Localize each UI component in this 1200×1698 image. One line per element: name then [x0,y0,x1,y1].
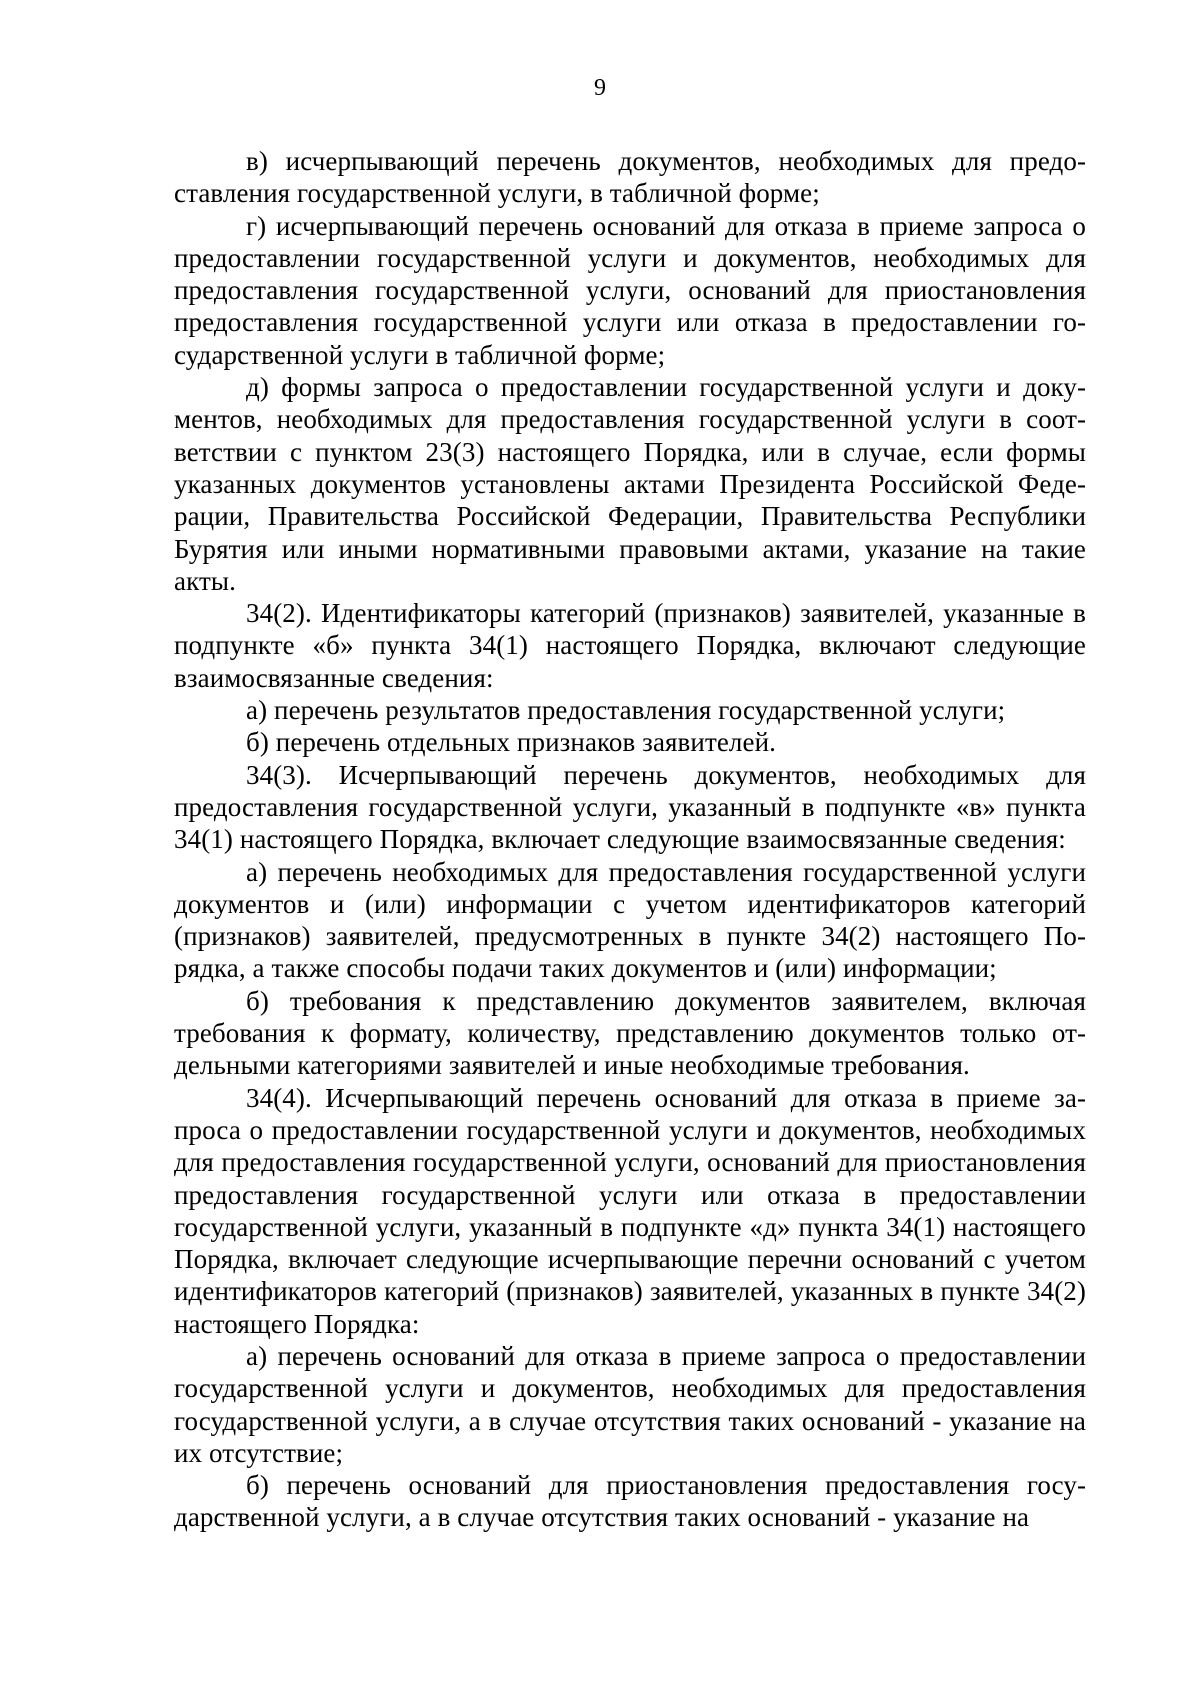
paragraph-34-2-a: а) перечень результатов предоставления государственной услуги; [246,695,1006,726]
paragraph-34-3-b: б) требования к представлению документов заявителем, включая требования к формату, количеству, представлению документов только отдельными категориями заявителей и иные необходимые требования. [174,985,1086,1081]
paragraph-34-2-b: б) перечень отдельных признаков заявителей. [246,727,776,758]
paragraph-34-4-grounds: 34(4). Исчерпывающий перечень оснований для отказа в приеме запроса о предоставлении государственной услуги и документов, необходимых для предоставления государственной услуги, оснований для приостановления предоставления государственной услуги или отказа в предоставлении государственной услуги, указанный в подпункте «д» пункта 34(1) настоящего Порядка, включает следующие исчерпывающие перечни оснований с учетом идентификаторов категорий (признаков) заявителей, указанных в пункте 34(2) настоящего Порядка: [174,1082,1086,1339]
page-number: 9 [594,75,606,101]
paragraph-34-3-a: а) перечень необходимых для предоставления государственной услуги документов и (или) информации с учетом идентификаторов категорий (признаков) заявителей, предусмотренных в пункте 34(2) настоящего Порядка, а также способы подачи таких документов и (или) информации; [174,856,1086,984]
document-body [174,145,1086,1534]
paragraph-34-2-identifiers: 34(2). Идентификаторы категорий (признаков) заявителей, указанные в подпункте «б» пункта 34(1) настоящего Порядка, включают следующие взаимосвязанные сведения: [174,598,1086,693]
paragraph-34-3-documents: 34(3). Исчерпывающий перечень документов, необходимых для предоставления государственной услуги, указанный в подпункте «в» пункта 34(1) настоящего Порядка, включает следующие взаимосвязанные сведения: [174,759,1086,855]
paragraph-34-4-b: б) перечень оснований для приостановления предоставления государственной услуги, а в случае отсутствия таких оснований - указание на [174,1470,1086,1533]
paragraph-34-4-a: а) перечень оснований для отказа в приеме запроса о предоставлении государственной услуги и документов, необходимых для предоставления государственной услуги, а в случае отсутствия таких оснований - указание на их отсутствие; [174,1340,1086,1468]
paragraph-v-documents-list: в) исчерпывающий перечень документов, необходимых для предоставления государственной услуги, в табличной форме; [174,146,1086,209]
paragraph-d-request-forms: д) формы запроса о предоставлении государственной услуги и документов, необходимых для предоставления государственной услуги в соответствии с пунктом 23(3) настоящего Порядка, или в случае, если формы указанных документов установлены актами Президента Российской Федерации, Правительства Российской Федерации, Правительства Республики Бурятия или иными нормативными правовыми актами, указание на такие акты. [174,372,1086,596]
paragraph-g-refusal-grounds: г) исчерпывающий перечень оснований для отказа в приеме запроса о предоставлении государственной услуги и документов, необходимых для предоставления государственной услуги, оснований для приостановления предоставления государственной услуги или отказа в предоставлении государственной услуги в табличной форме; [174,210,1086,370]
